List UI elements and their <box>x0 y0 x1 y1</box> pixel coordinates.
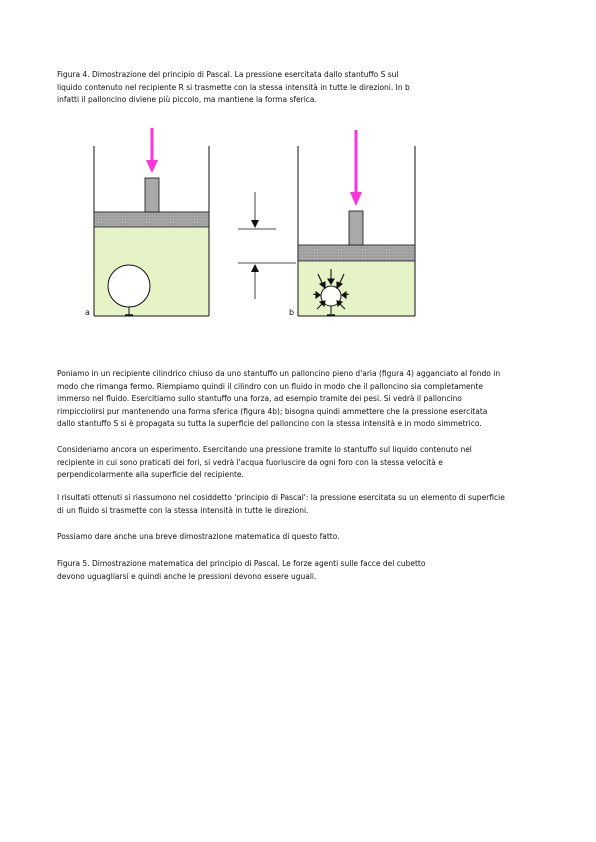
caption-line: devono uguagliarsi e quindi anche le pressioni devono essere uguali. <box>57 571 317 581</box>
force-arrow-icon <box>350 130 362 206</box>
figure-5-caption <box>57 558 457 583</box>
caption-line: Figura 5. Dimostrazione matematica del principio di Pascal. Le forze agenti sulle facce del cubetto <box>57 559 426 568</box>
force-arrow-icon <box>146 128 158 173</box>
text-line: I risultati ottenuti si riassumono nel cosiddetto 'principio di Pascal': la pressione esercitata su un elemento di superficie <box>57 493 505 502</box>
label-a: a <box>85 308 90 317</box>
container-a <box>85 128 209 317</box>
text-line: perpendicolarmente alla superficie del recipiente. <box>57 470 244 480</box>
text-line: Consideriamo ancora un esperimento. Esercitando una pressione tramite lo stantuffo sul liquido contenuto nel <box>57 445 472 454</box>
piston-a <box>94 212 209 227</box>
paragraph-demonstration-intro <box>57 531 547 544</box>
piston-rod-b <box>349 211 363 245</box>
text-line: Possiamo dare anche una breve dimostrazione matematica di questo fatto. <box>57 532 340 541</box>
paragraph-experiment-balloon <box>57 368 547 431</box>
caption-line: Figura 4. Dimostrazione del principio di Pascal. La pressione esercitata dallo stantuffo S sul <box>57 70 399 79</box>
caption-line: infatti il palloncino diviene più piccolo, ma mantiene la forma sferica. <box>57 95 317 105</box>
liquid-b <box>298 262 415 316</box>
text-line: rimpicciolirsi pur mantenendo una forma sferica (figura 4b); bisogna quindi ammettere che la pressione esercitata <box>57 406 488 416</box>
piston-rod-a <box>145 178 159 212</box>
piston-b <box>298 245 415 261</box>
caption-line: liquido contenuto nel recipiente R si trasmette con la stessa intensità in tutte le direzioni. In b <box>57 82 410 92</box>
container-b <box>289 130 415 317</box>
pascal-principle-figure <box>84 124 424 320</box>
paragraph-pascal-principle <box>57 492 547 517</box>
text-line: immerso nel fluido. Esercitiamo sullo stantuffo una forza, ad esempio tramite dei pesi. Si vedrà il palloncino <box>57 394 462 404</box>
text-line: modo che rimanga fermo. Riempiamo quindi il cilindro con un fluido in modo che il palloncino sia completamente <box>57 381 483 391</box>
figure-4-caption <box>57 69 447 107</box>
label-b: b <box>289 308 295 317</box>
text-line: Poniamo in un recipiente cilindrico chiuso da uno stantuffo un palloncino pieno d'aria (figura 4) agganciato al fondo in <box>57 369 501 378</box>
text-line: di un fluido si trasmette con la stessa intensità in tutte le direzioni. <box>57 505 309 515</box>
displacement-indicator <box>238 192 296 299</box>
liquid-a <box>94 228 209 316</box>
paragraph-experiment-holes <box>57 444 547 482</box>
text-line: recipiente in cui sono praticati dei fori, si vedrà l'acqua fuoriuscire da ogni foro con la stessa velocità e <box>57 457 443 467</box>
text-line: dallo stantuffo S si è propagata su tutta la superficie del palloncino con la stessa intensità e in modo simmetrico. <box>57 419 482 429</box>
